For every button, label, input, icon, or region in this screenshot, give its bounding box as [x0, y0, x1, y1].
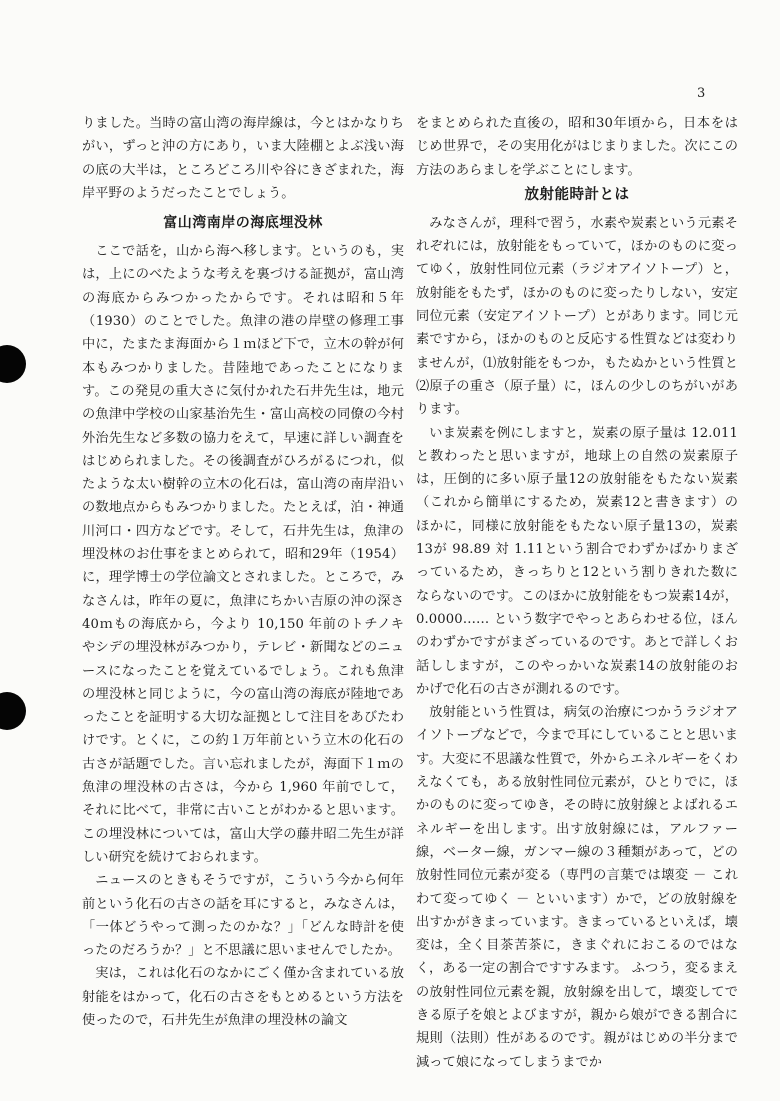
section-heading: 放射能時計とは — [524, 186, 630, 203]
paragraph: ここで話を，山から海へ移します。というのも，実は，上にのべたような考えを裏づける証拠が，富山湾の海底からみつかったからです。それは昭和５年（1930）のことでした。魚津の港の岸壁の修理工事中に，たまたま海面から１ｍほど下で，立木の幹が何本もみつかりました。昔陸地であったことになります。この発見の重大さに気付かれた石井先生は，地元の魚津中学校の山家基治先生・富山高校の同僚の今村外治先生など多数の協力をえて，早速に詳しい調査をはじめられました。その後調査がひろがるにつれ，似たような太い樹幹の立木の化石は，富山湾の南岸沿いの数地点からもみつかりました。たとえば，泊・神通川河口・四方などです。そして，石井先生は，魚津の埋没林のお仕事をまとめられて，昭和29年（1954）に，理学博士の学位論文とされました。ところで，みなさんは，昨年の夏に，魚津にちかい吉原の沖の深さ40ｍもの海底から，今より 10,150 年前のトチノキやシデの埋没林がみつかり，テレビ・新聞などのニュースになったことを覚えているでしょう。これも魚津の埋没林と同じように，今の富山湾の海底が陸地であったことを証明する大切な証拠として注目をあびたわけです。とくに，この約１万年前という立木の化石の古さが話題でした。言い忘れましたが，海面下１ｍの魚津の埋没林の古さは，今から 1,960 年前でして，それに比べて，非常に古いことがわかると思います。この埋没林については，富山大学の藤井昭二先生が詳しい研究を続けておられます。 — [82, 244, 404, 865]
punch-hole-top — [0, 345, 26, 383]
punch-hole-bottom — [0, 692, 26, 730]
paragraph: みなさんが，理科で習う，水素や炭素という元素それぞれには，放射能をもっていて，ほかのものに変ってゆく，放射性同位元素（ラジオアイソトープ）と，放射能をもたず，ほかのものに変ったりしない，安定同位元素（安定アイソトープ）とがあります。同じ元素ですから，ほかのものと反応する性質などは変わりませんが，⑴放射能をもつか，もたぬかという性質と⑵原子の重さ（原子量）に，ほんの少しのちがいがあります。 — [416, 215, 738, 418]
paragraph: ニュースのときもそうですが，こういう今から何年前という化石の古さの話を耳にすると，みなさんは，「一体どうやって測ったのかな？」「どんな時計を使ったのだろうか？」と不思議に思いませんでしたか。 — [82, 873, 404, 959]
right-column — [416, 112, 738, 1074]
left-column — [82, 112, 404, 1032]
paragraph: りました。当時の富山湾の海岸線は，今とはかなりちがい，ずっと沖の方にあり，いま大陸棚とよぶ浅い海の底の大半は，ところどころ川や谷にきざまれた，海岸平野のようだったことでしょう。 — [82, 116, 404, 201]
paragraph: をまとめられた直後の，昭和30年頃から，日本をはじめ世界で，その実用化がはじまりました。次にこの方法のあらましを学ぶことにします。 — [416, 116, 738, 178]
paragraph: いま炭素を例にしますと，炭素の原子量は 12.011 と教わったと思いますが，地球上の自然の炭素原子は，圧倒的に多い原子量12の放射能をもたない炭素（これから簡単にするため，炭素12と書きます）のほかに，同様に放射能をもたない原子量13の，炭素13が 98.89 対 1.11という割合でわずかばかりまざっているため，きっちりと12という割りきれた数にならないのです。このほかに放射能をもつ炭素14が，0.0000…… という数字でやっとあらわせる位，ほんのわずかですがまざっているのです。あとで詳しくお話ししますが，このやっかいな炭素14の放射能のおかげで化石の古さが測れるのです。 — [416, 425, 738, 697]
paragraph: 放射能という性質は，病気の治療につかうラジオアイソトープなどで，今まで耳にしていることと思います。大変に不思議な性質で，外からエネルギーをくわえなくても，ある放射性同位元素が，ひとりでに，ほかのものに変ってゆき，その時に放射線とよばれるエネルギーを出します。出す放射線には，アルファー線，ベーター線，ガンマー線の３種類があって，どの放射性同位元素が変る（専門の言葉では壊変 － これわて変ってゆく － といいます）かで，どの放射線を出すかがきまっています。きまっているといえば，壊変は，全く目茶苦茶に，きまぐれにおこるのではなく，ある一定の割合ですすみます。 ふつう，変るまえの放射性同位元素を親，放射線を出して，壊変してできる原子を娘とよびますが，親から娘ができる割合に規則（法則）性があるのです。親がはじめの半分まで減って娘になってしまうまでか — [416, 705, 739, 1070]
paragraph: 実は，これは化石のなかにごく僅か含まれている放射能をはかって，化石の古さをもとめるという方法を使ったので，石井先生が魚津の埋没林の論文 — [82, 966, 404, 1028]
page-number: 3 — [697, 86, 706, 101]
section-heading: 富山湾南岸の海底埋没林 — [163, 215, 323, 232]
